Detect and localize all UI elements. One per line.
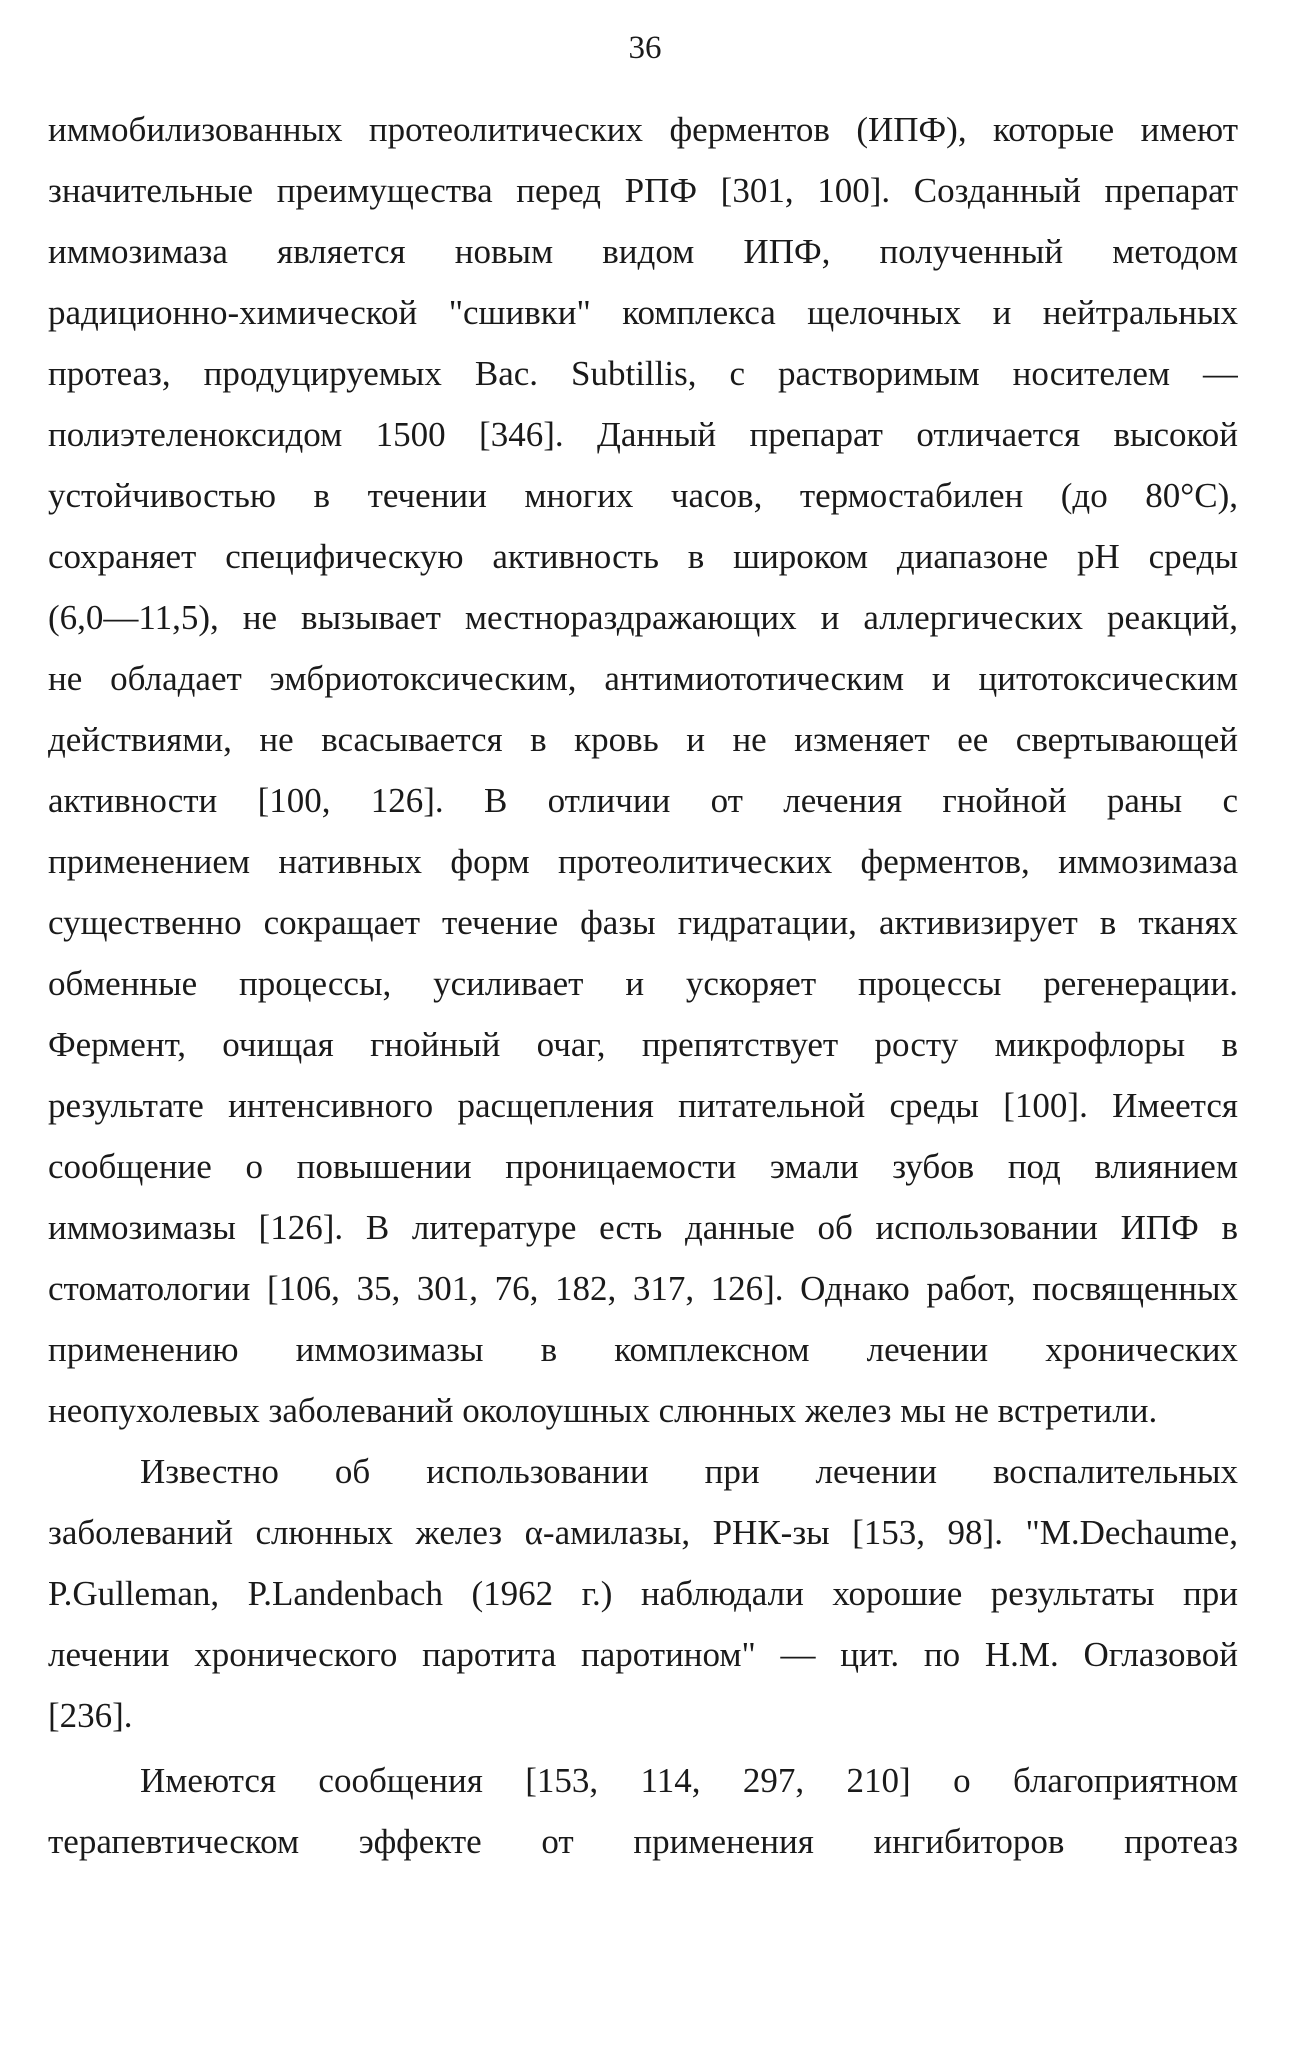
paragraph-1 [48, 99, 1238, 1441]
text-line: устойчивостью в течении многих часов, термостабилен (до 80°С), [48, 476, 1238, 515]
text-line: полиэтеленоксидом 1500 [346]. Данный препарат отличается высокой [48, 415, 1238, 454]
text-line: существенно сокращает течение фазы гидратации, активизирует в тканях [48, 903, 1238, 942]
text-line: сообщение о повышении проницаемости эмали зубов под влиянием [48, 1147, 1238, 1186]
text-line: заболеваний слюнных желез α-амилазы, РНК-зы [153, 98]. "M.Dechaume, [48, 1513, 1238, 1552]
text-line: Фермент, очищая гнойный очаг, препятствует росту микрофлоры в [48, 1025, 1238, 1064]
text-line: применению иммозимазы в комплексном лечении хронических [48, 1330, 1238, 1369]
page-number: 36 [628, 30, 662, 66]
text-line: протеаз, продуцируемых Bac. Subtillis, с растворимым носителем — [48, 354, 1238, 393]
text-line: не обладает эмбриотоксическим, антимиототическим и цитотоксическим [48, 659, 1238, 698]
text-line: обменные процессы, усиливает и ускоряет процессы регенерации. [48, 964, 1238, 1003]
text-line: лечении хронического паротита паротином" — цит. по Н.М. Оглазовой [48, 1635, 1238, 1674]
text-line: применением нативных форм протеолитических ферментов, иммозимаза [48, 842, 1238, 881]
text-line: иммозимазы [126]. В литературе есть данные об использовании ИПФ в [48, 1208, 1238, 1247]
text-line: P.Gulleman, P.Landenbach (1962 г.) наблюдали хорошие результаты при [48, 1574, 1238, 1613]
text-line: результате интенсивного расщепления питательной среды [100]. Имеется [48, 1086, 1238, 1125]
text-line: сохраняет специфическую активность в широком диапазоне pH среды [48, 537, 1238, 576]
text-line: [236]. [48, 1696, 133, 1735]
text-line: активности [100, 126]. В отличии от лечения гнойной раны с [48, 781, 1238, 820]
text-line: радиционно-химической "сшивки" комплекса щелочных и нейтральных [48, 293, 1238, 332]
text-line: (6,0—11,5), не вызывает местнораздражающих и аллергических реакций, [48, 598, 1238, 637]
paragraph-3 [48, 1750, 1238, 1872]
text-line: Имеются сообщения [153, 114, 297, 210] о благоприятном [140, 1761, 1238, 1800]
text-line: иммобилизованных протеолитических ферментов (ИПФ), которые имеют [48, 110, 1238, 149]
text-line: иммозимаза является новым видом ИПФ, полученный методом [48, 232, 1238, 271]
text-line: неопухолевых заболеваний околоушных слюнных желез мы не встретили. [48, 1391, 1158, 1430]
body-text [48, 99, 1238, 1872]
text-line: действиями, не всасывается в кровь и не изменяет ее свертывающей [48, 720, 1238, 759]
text-line: Известно об использовании при лечении воспалительных [140, 1452, 1238, 1491]
paragraph-2 [48, 1441, 1238, 1746]
text-line: терапевтическом эффекте от применения ингибиторов протеаз [48, 1822, 1238, 1861]
text-line: значительные преимущества перед РПФ [301, 100]. Созданный препарат [48, 171, 1238, 210]
text-line: стоматологии [106, 35, 301, 76, 182, 317, 126]. Однако работ, посвященных [48, 1269, 1238, 1308]
